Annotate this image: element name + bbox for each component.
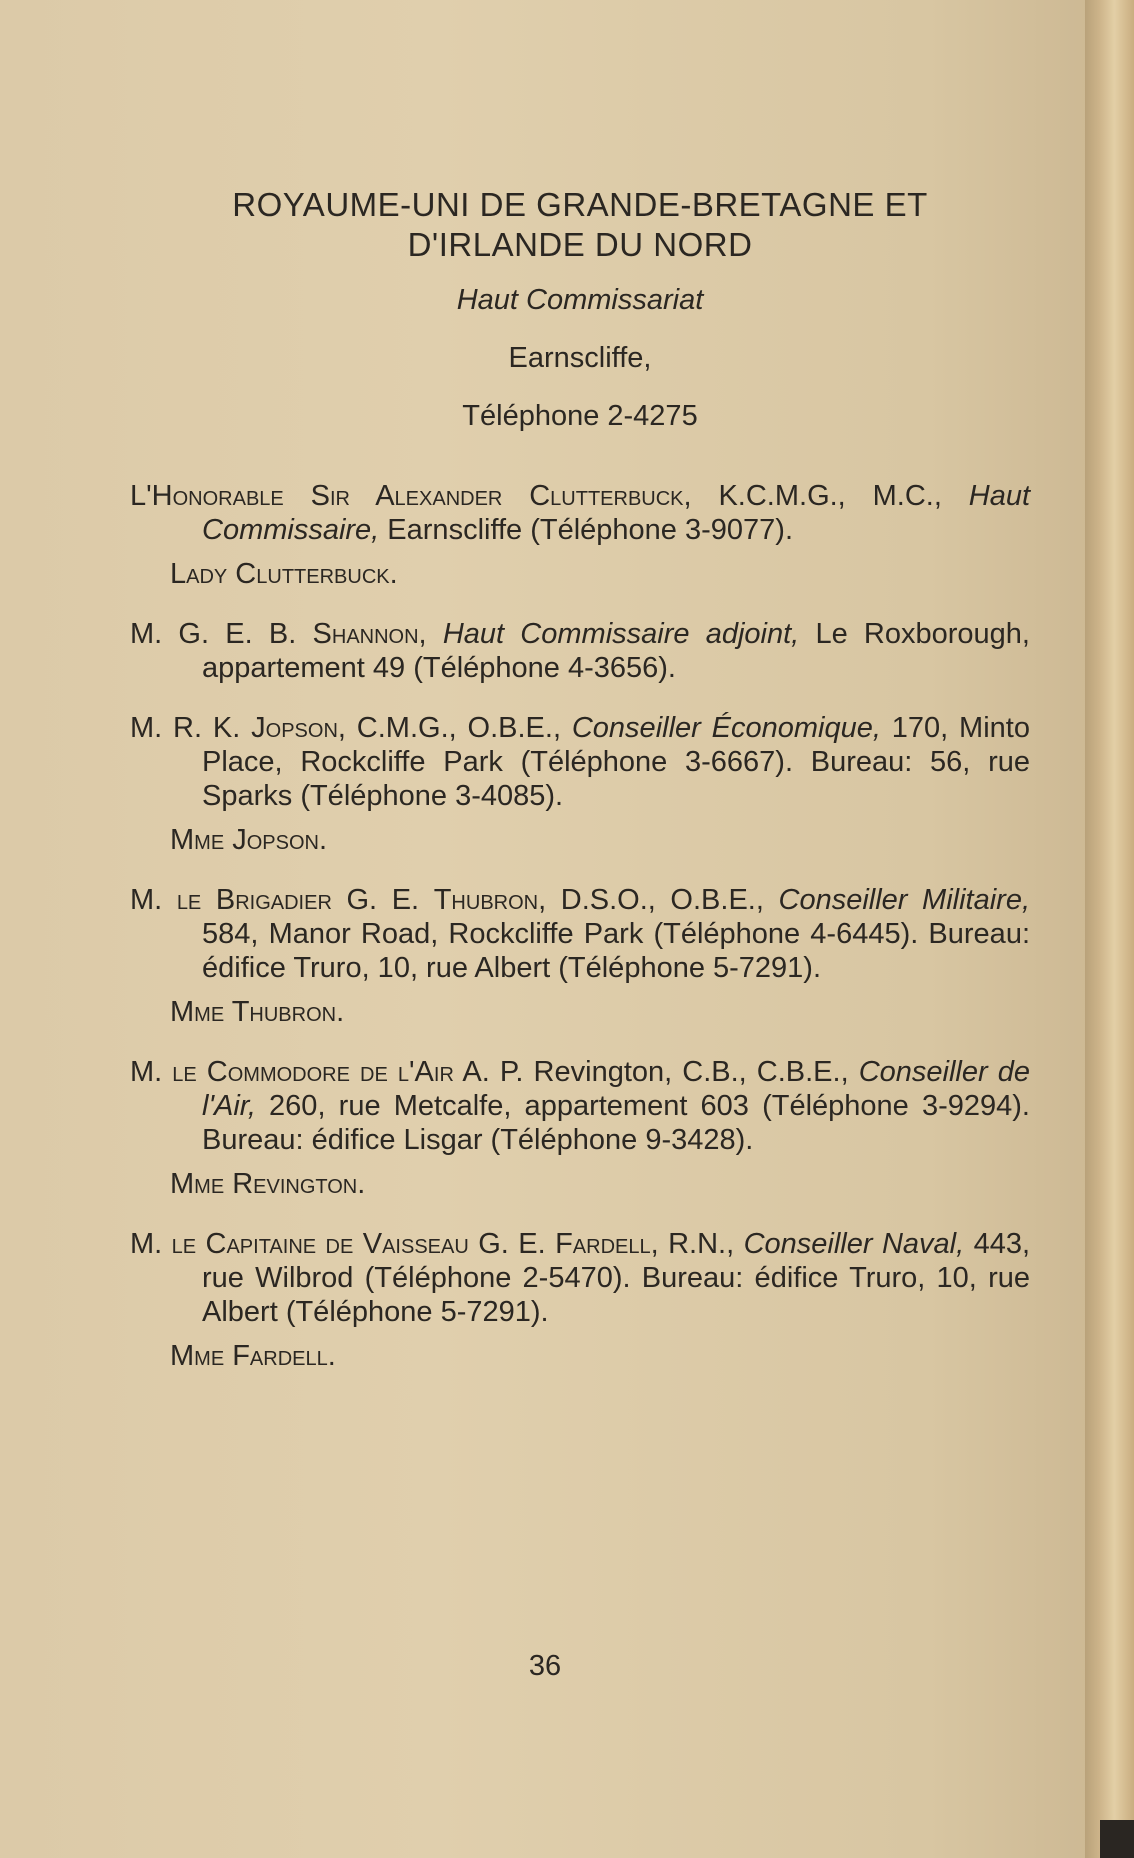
entry-address: Le Roxborough, appartement 49 (Téléphone 4-3656).	[202, 618, 1030, 684]
person-role: Haut Commissaire,	[202, 480, 1031, 546]
mission-address: Earnscliffe,	[508, 342, 652, 374]
mission-telephone: Téléphone 2-4275	[462, 400, 698, 432]
title-line-1: ROYAUME-UNI DE GRANDE-BRETAGNE ET	[232, 186, 928, 223]
entry-economic-adviser	[130, 711, 1030, 857]
entry-address: 170, Minto Place, Rockcliffe Park (Téléphone 3-6667). Bureau: 56, rue Sparks (Téléphone 3-4085).	[202, 712, 1030, 812]
person-name: Shannon,	[312, 618, 427, 650]
title-line-2: D'IRLANDE DU NORD	[407, 226, 753, 263]
page-content	[130, 185, 1030, 1373]
page-edge	[1085, 0, 1134, 1858]
person-name: L'Honorable Sir Alexander Clutterbuck,	[130, 480, 692, 512]
entry-initials: G. E.	[331, 884, 434, 916]
entry-text	[130, 1227, 1030, 1329]
entry-address: Earnscliffe (Téléphone 3-9077).	[379, 514, 794, 546]
entry-deputy	[130, 617, 1030, 685]
entry-address: 260, rue Metcalfe, appartement 603 (Téléphone 3-9294). Bureau: édifice Lisgar (Téléphone 9-3428).	[202, 1090, 1030, 1156]
person-name: Jopson,	[251, 712, 346, 744]
country-title	[130, 185, 1030, 265]
spouse-name: Mme Revington.	[170, 1168, 366, 1200]
entry-text	[130, 711, 1030, 813]
entry-military-adviser	[130, 883, 1030, 1029]
entry-prefix: M.	[130, 1056, 173, 1088]
entry-details: K.C.M.G., M.C.,	[691, 480, 969, 512]
person-name: Thubron,	[433, 884, 547, 916]
person-rank: le Brigadier	[176, 884, 332, 916]
person-role: Conseiller Économique,	[571, 712, 881, 744]
spouse-name: Mme Jopson.	[170, 824, 328, 856]
person-role: Conseiller Militaire,	[778, 884, 1031, 916]
entry-prefix: M. R. K.	[130, 712, 252, 744]
entry-details: C.M.G., O.B.E.,	[345, 712, 572, 744]
spouse-name: Mme Fardell.	[170, 1340, 336, 1372]
page-number: 36	[528, 1650, 562, 1682]
entry-air-adviser	[130, 1055, 1030, 1201]
entry-high-commissioner	[130, 479, 1030, 591]
entry-text	[130, 479, 1030, 547]
entry-details: D.S.O., O.B.E.,	[546, 884, 779, 916]
entry-address: 443, rue Wilbrod (Téléphone 2-5470). Bureau: édifice Truro, 10, rue Albert (Téléphone 5-7291).	[202, 1228, 1031, 1328]
person-name: Fardell,	[555, 1228, 659, 1260]
entry-address: 584, Manor Road, Rockcliffe Park (Téléphone 4-6445). Bureau: édifice Truro, 10, rue Albert (Téléphone 5-7291).	[202, 918, 1030, 984]
entry-details: A. P. Revington, C.B., C.B.E.,	[453, 1056, 859, 1088]
page-edge-shadow	[1100, 1820, 1134, 1858]
person-role: Conseiller de l'Air,	[202, 1056, 1030, 1122]
entry-prefix: M.	[130, 884, 177, 916]
person-role: Conseiller Naval,	[743, 1228, 965, 1260]
entry-initials: G. E.	[468, 1228, 556, 1260]
mission-type: Haut Commissariat	[456, 284, 704, 316]
person-rank: le Capitaine de Vaisseau	[171, 1228, 469, 1260]
person-rank: le Commodore de l'Air	[172, 1056, 454, 1088]
entry-text	[130, 1055, 1030, 1157]
person-role: Haut Commissaire adjoint,	[426, 618, 800, 650]
spouse-name: Mme Thubron.	[170, 996, 345, 1028]
entry-text	[130, 883, 1030, 985]
entry-prefix: M.	[130, 1228, 172, 1260]
entry-naval-adviser	[130, 1227, 1030, 1373]
entry-text	[130, 617, 1030, 685]
spouse-name: Lady Clutterbuck.	[170, 558, 398, 590]
entry-details: R.N.,	[658, 1228, 744, 1260]
entry-prefix: M. G. E. B.	[130, 618, 313, 650]
